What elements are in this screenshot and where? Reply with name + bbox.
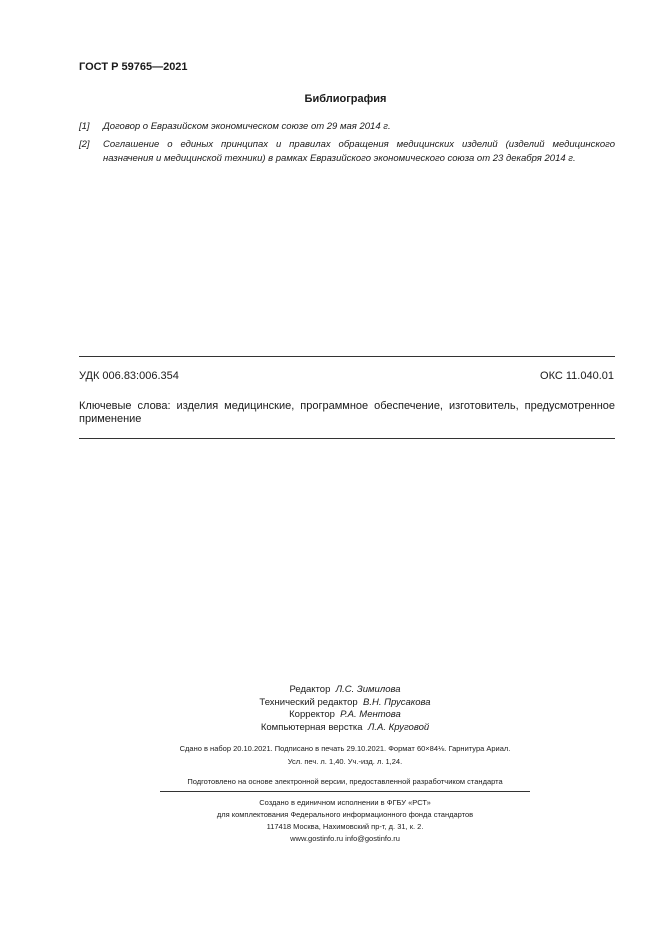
- keywords-line: применение: [79, 413, 142, 425]
- credit-person: Р.А. Ментова: [340, 709, 401, 720]
- ref-number: [1]: [79, 121, 90, 132]
- ref-text-line: назначения и медицинской техники) в рамках Евразийского экономического союза от 23 декабря 2014 г.: [103, 153, 576, 164]
- print-source: Подготовлено на основе электронной версии, предоставленной разработчиком стандарта: [187, 777, 503, 786]
- credit-role: Технический редактор: [259, 696, 358, 708]
- divider: [79, 438, 615, 439]
- credit-role: Корректор: [289, 709, 335, 720]
- print-info-line: Усл. печ. л. 1,40. Уч.-изд. л. 1,24.: [287, 757, 403, 766]
- print-info-line: Сдано в набор 20.10.2021. Подписано в печать 29.10.2021. Формат 60×84⅛. Гарнитура Ариал.: [179, 744, 511, 753]
- publisher-line: Создано в единичном исполнении в ФГБУ «РСТ»: [259, 798, 431, 807]
- credit-line: [200, 697, 490, 710]
- ref-text: Договор о Евразийском экономическом союзе от 29 мая 2014 г.: [103, 121, 391, 132]
- credit-person: Л.С. Зимилова: [335, 684, 401, 695]
- credit-line: [200, 684, 490, 697]
- publisher-line: для комплектования Федерального информационного фонда стандартов: [216, 810, 474, 819]
- credit-line: [200, 722, 490, 735]
- credit-person: Л.А. Круговой: [367, 721, 430, 733]
- credit-role: Редактор: [289, 684, 331, 695]
- credit-person: В.Н. Прусакова: [363, 696, 431, 708]
- divider: [79, 356, 615, 357]
- ref-number: [2]: [79, 139, 90, 150]
- bibliography-title: Библиография: [304, 93, 387, 105]
- divider: [160, 791, 530, 792]
- keywords-line: Ключевые слова: изделия медицинские, программное обеспечение, изготовитель, предусмотренное: [79, 400, 615, 412]
- ref-text-line: Соглашение о единых принципах и правилах обращения медицинских изделий (изделий медицинского: [103, 139, 615, 150]
- standard-id: ГОСТ Р 59765—2021: [79, 61, 188, 73]
- print-info: [100, 742, 590, 768]
- publisher-block: [100, 797, 590, 845]
- credit-line: [200, 709, 490, 722]
- credit-role: Компьютерная верстка: [260, 721, 363, 733]
- publisher-line: 117418 Москва, Нахимовский пр-т, д. 31, к. 2.: [266, 822, 424, 831]
- credits-block: [200, 684, 490, 734]
- publisher-contacts: www.gostinfo.ru info@gostinfo.ru: [290, 834, 400, 843]
- oks-code: ОКС 11.040.01: [540, 370, 614, 382]
- udk-code: УДК 006.83:006.354: [79, 370, 179, 382]
